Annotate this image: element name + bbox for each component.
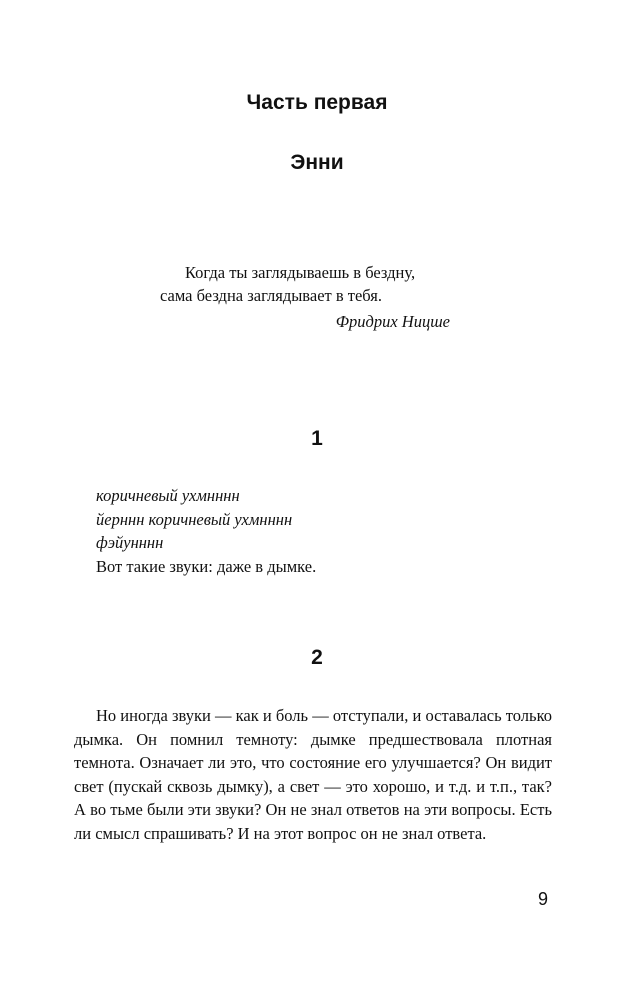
- sound-line-3: фэйунннн: [96, 533, 164, 552]
- part-title: Часть первая: [246, 91, 388, 114]
- epigraph: [160, 261, 460, 333]
- section-number-1: 1: [311, 427, 323, 450]
- epigraph-line-2: сама бездна заглядывает в тебя.: [160, 286, 383, 305]
- page-number: 9: [537, 889, 548, 909]
- epigraph-author: Фридрих Ницше: [335, 312, 450, 331]
- sound-line-2: йерннн коричневый ухмнннн: [96, 509, 293, 529]
- sound-line-4: Вот такие звуки: даже в дымке.: [96, 556, 317, 576]
- section-1-text: [96, 484, 556, 578]
- chapter-title: Энни: [290, 151, 344, 174]
- sound-line-1: коричневый ухмнннн: [96, 486, 240, 505]
- section-2-paragraph: Но иногда звуки — как и боль — отступали, и оставалась только дымка. Он помнил темноту: дымке предшествовала плотная темнота. Означает ли это, что состояние его улучшается? Он видит свет (пускай сквозь дымку), а свет — это хорошо, и т.д. и т.п., так? А во тьме были эти звуки? Он не знал ответов на эти вопросы. Есть ли смысл спрашивать? И на этот вопрос он не знал ответа.: [74, 706, 552, 843]
- section-number-2: 2: [311, 646, 323, 669]
- epigraph-line-1: Когда ты заглядываешь в бездну,: [185, 263, 416, 282]
